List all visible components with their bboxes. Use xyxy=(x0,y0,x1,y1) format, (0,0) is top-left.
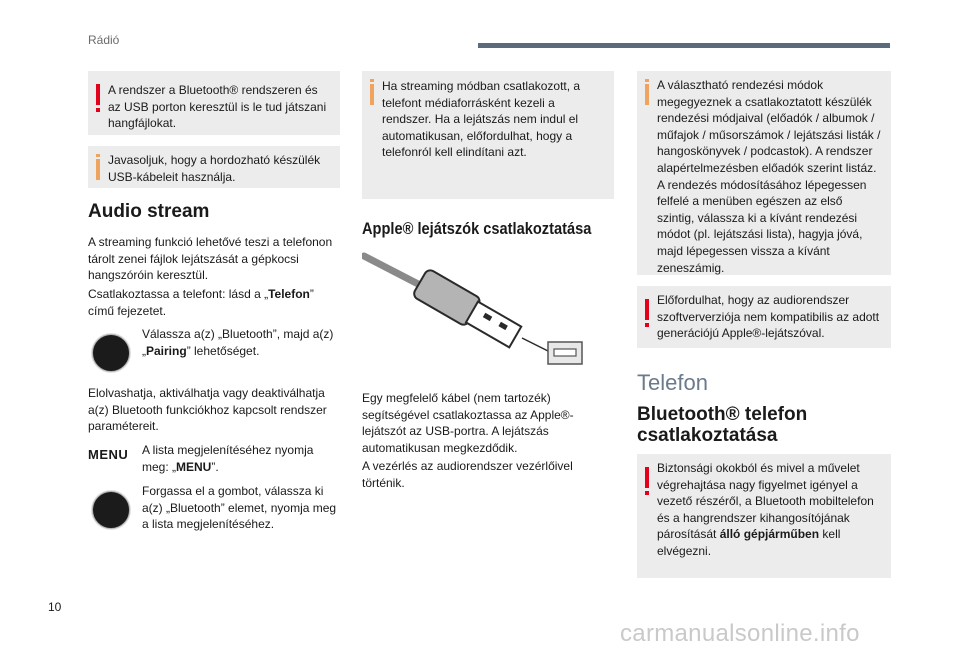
note-text: Előfordulhat, hogy az audiorendszer szoftververziója nem kompatibilis az adott generációjú Apple®-lejátszóval. xyxy=(657,293,880,341)
warning-icon xyxy=(96,84,100,105)
header-rule xyxy=(478,43,890,48)
paragraph-controls: A vezérlés az audiorendszer vezérlőivel történik. xyxy=(362,459,573,490)
note-text: A választható rendezési módok megegyeznek a csatlakoztatott készülék rendezési módjaival (előadók / albumok / műfajok / műsorszámok / lejátszási listák / hangoskönyvek / podcastok). A rendszer alapértelmezésben előadók szerint listáz. A rendezés módosításához lépegessen felfelé a menüben egészen az első szintig, válassza ki a kívánt rendezési módot (pl. lejátszási lista), hagyja jóvá, majd lépegessen vissza a kívánt zeneszámig. xyxy=(657,78,881,275)
warning-icon xyxy=(645,299,649,320)
step-rotate-knob: Forgassa el a gombot, válassza ki a(z) „Bluetooth” elemet, nyomja meg a lista megjelenítéséhez. xyxy=(142,484,337,531)
info-icon xyxy=(645,84,649,105)
note-text: Ha streaming módban csatlakozott, a telefont médiaforrásként kezeli a rendszer. Ha a lejátszás nem indul el automatikusan, előfordulhat, hogy a telefonról kell elindítani azt. xyxy=(382,79,581,160)
info-icon xyxy=(96,159,100,180)
running-header: Rádió xyxy=(88,33,120,47)
note-text: A rendszer a Bluetooth® rendszeren és az USB porton keresztül is le tud játszani hangfájlokat. xyxy=(108,83,327,131)
watermark: carmanualsonline.info xyxy=(620,620,860,647)
info-note-sort-modes xyxy=(637,71,891,275)
warning-icon xyxy=(645,467,649,488)
chapter-title-telefon: Telefon xyxy=(637,370,708,395)
paragraph: A streaming funkció lehetővé teszi a telefonon tárolt zenei fájlok lejátszását a gépkocsi hangszóróin keresztül. xyxy=(88,235,333,282)
warning-note-bluetooth-usb xyxy=(88,71,340,135)
note-text: Javasoljuk, hogy a hordozható készülék USB-kábeleit használja. xyxy=(108,153,321,184)
rotary-knob-icon xyxy=(92,334,130,372)
warning-note-pairing-safety xyxy=(637,454,891,578)
section-heading-audio-stream: Audio stream xyxy=(88,201,210,222)
paragraph: Elolvashatja, aktiválhatja vagy deaktiválhatja a(z) Bluetooth funkciókhoz kapcsolt rendszer paramétereit. xyxy=(88,386,327,433)
note-text: Biztonsági okokból és mivel a művelet végrehajtása nagy figyelmet igényel a vezető részéről, a Bluetooth mobiltelefon és a hangrendszer kihangosítójának párosítását álló gépjárműben kell elvégezni. xyxy=(657,461,874,558)
paragraph-apple-cable: Egy megfelelő kábel (nem tartozék) segítségével csatlakoztassa az Apple®-lejátszót az USB-portra. A lejátszás automatikusan megkezdődik. xyxy=(362,391,574,455)
menu-button-icon: MENU xyxy=(88,447,129,462)
step-press-menu: A lista megjelenítéséhez nyomja meg: „MENU”. xyxy=(142,443,314,474)
info-note-streaming xyxy=(362,71,614,199)
section-heading-bluetooth-phone: Bluetooth® telefon csatlakoztatása xyxy=(637,404,808,446)
warning-note-compatibility xyxy=(637,286,891,348)
info-note-usb-cable xyxy=(88,146,340,188)
rotary-knob-icon xyxy=(92,491,130,529)
usb-cable-illustration xyxy=(362,252,614,377)
info-icon xyxy=(370,84,374,105)
section-heading-apple-players: Apple® lejátszók csatlakoztatása xyxy=(362,219,592,238)
page-number: 10 xyxy=(48,600,62,614)
paragraph-connect-phone: Csatlakoztassa a telefont: lásd a „Telefon” című fejezetet. xyxy=(88,287,314,318)
step-select-bluetooth: Válassza a(z) „Bluetooth”, majd a(z) „Pairing” lehetőséget. xyxy=(142,327,334,358)
